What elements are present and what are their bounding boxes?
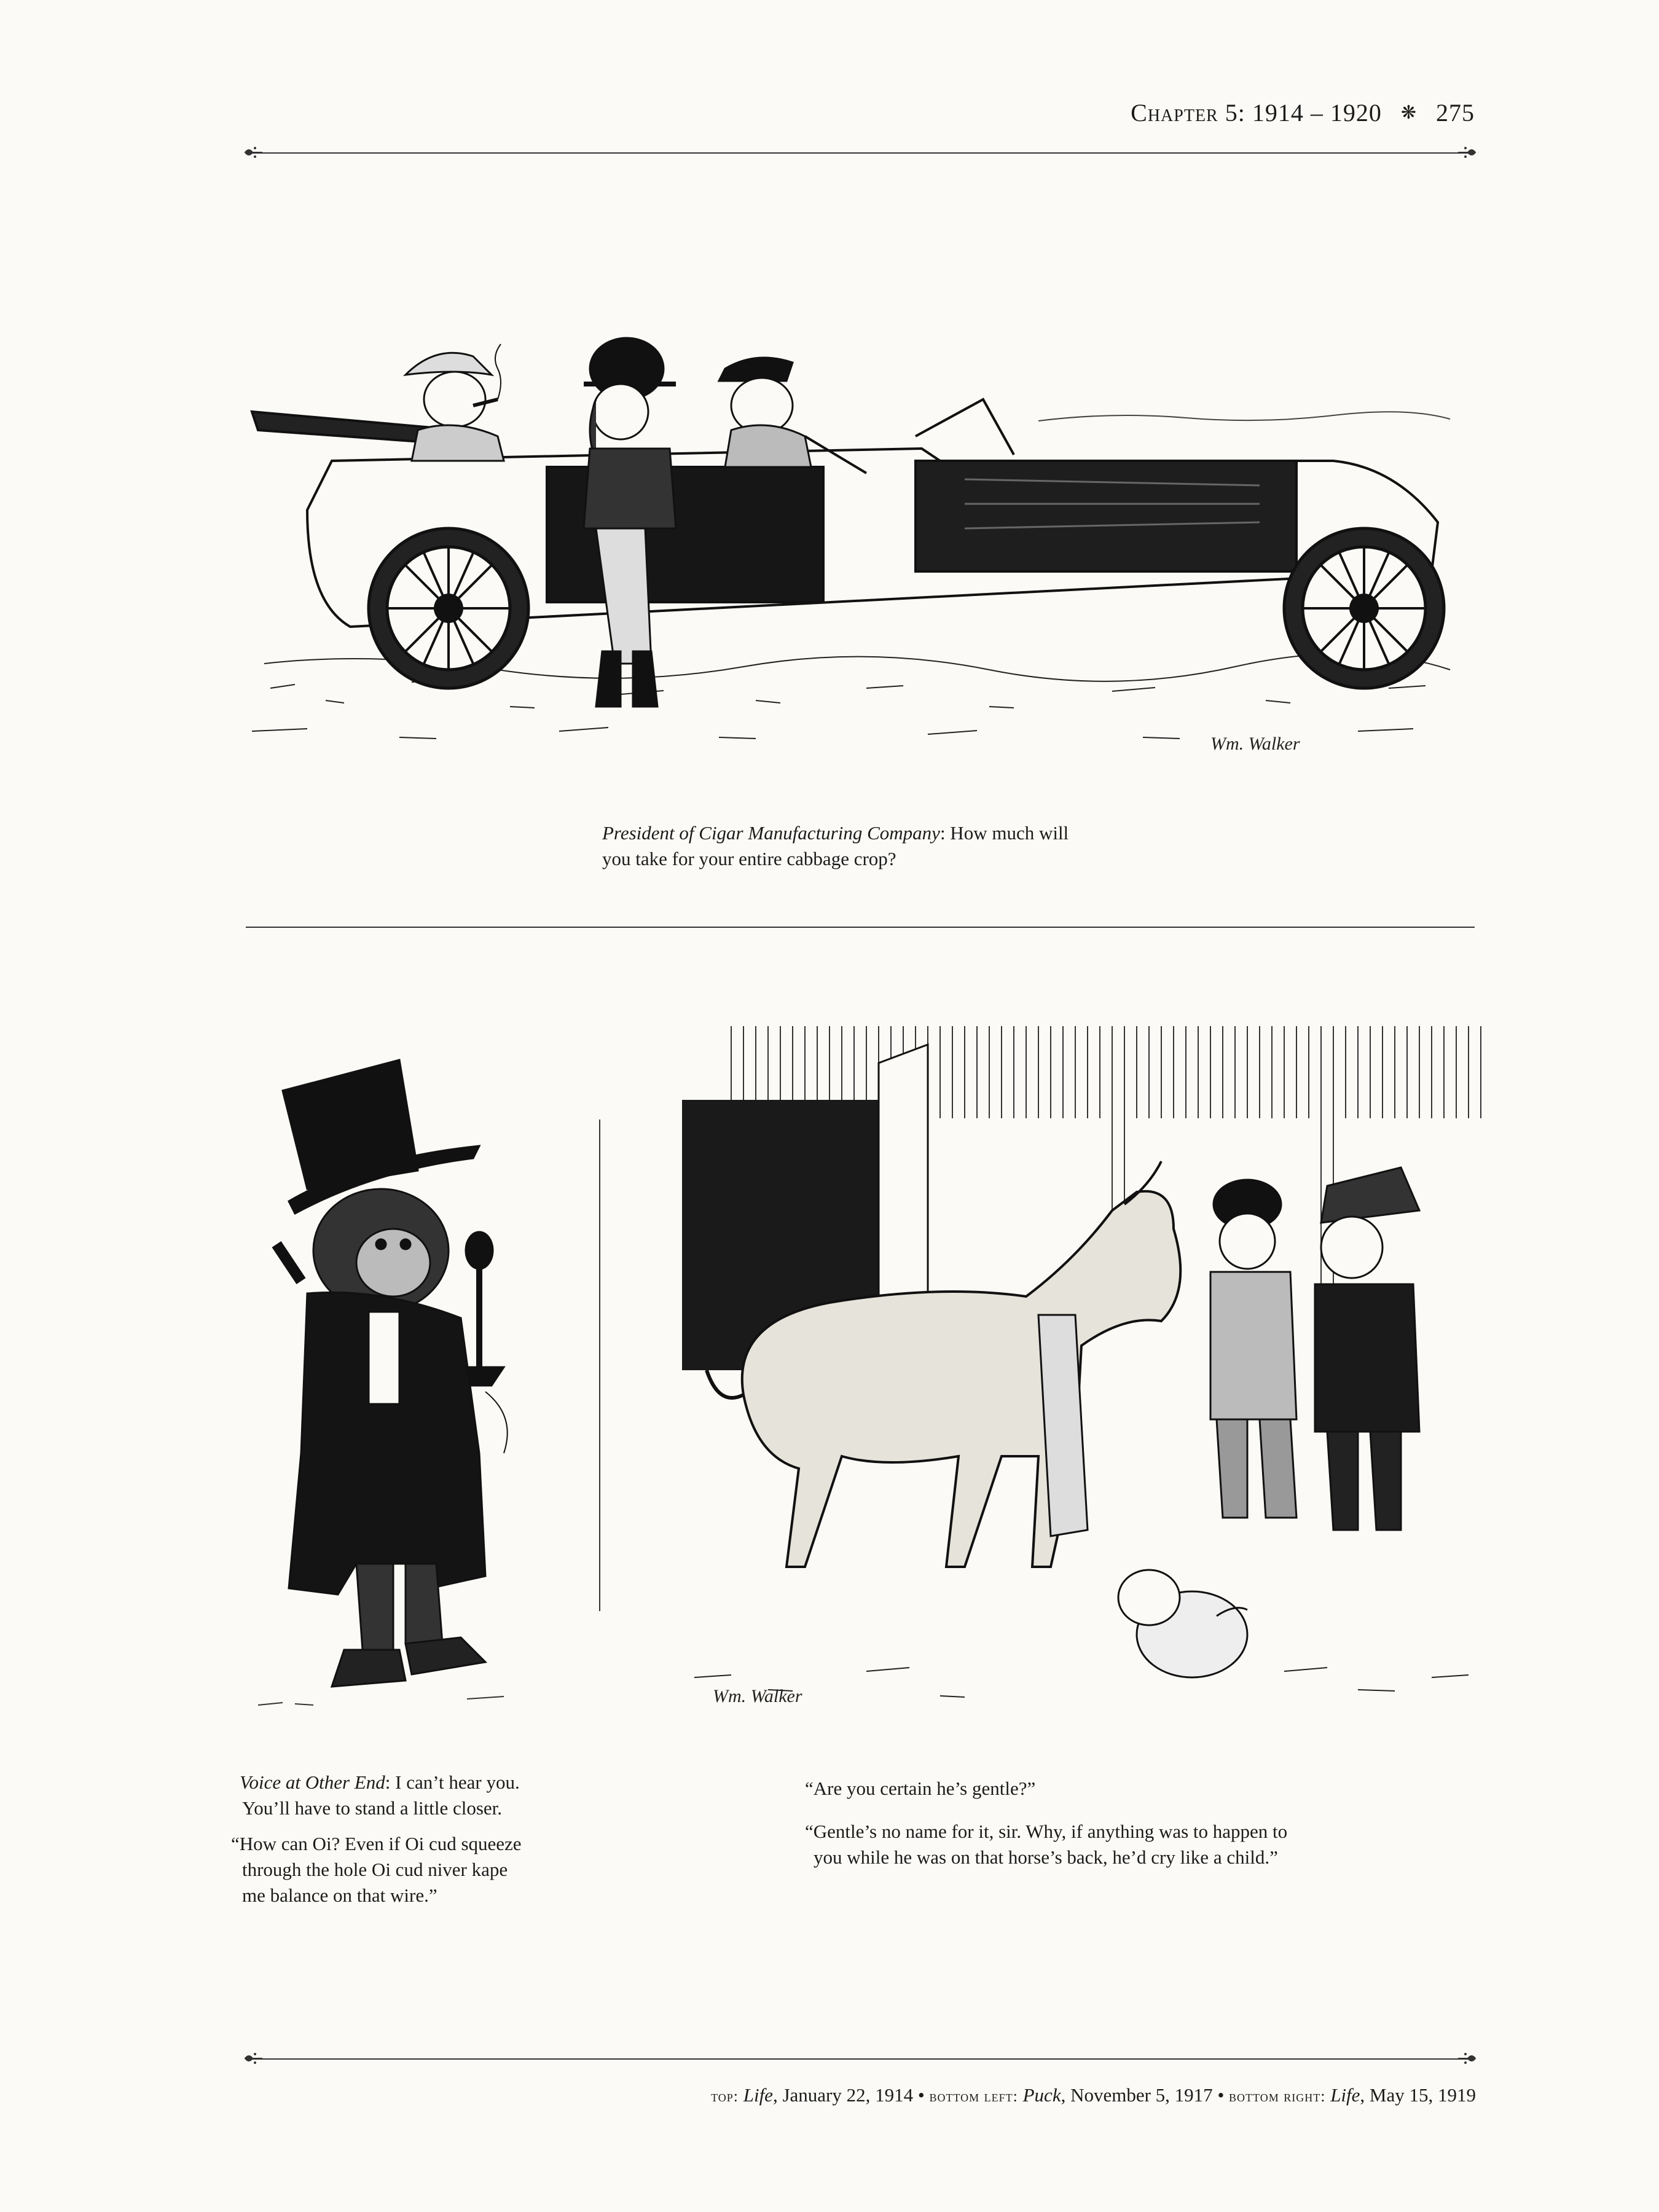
credit-bottom-right-label: bottom right: bbox=[1229, 2087, 1326, 2105]
bottom-left-reply-line1: “How can Oi? Even if Oi cud squeeze bbox=[231, 1833, 522, 1854]
flower-ornament-icon: ❋ bbox=[1400, 103, 1417, 123]
credit-separator: • bbox=[1212, 2084, 1230, 2106]
credit-bottom-left-label: bottom left: bbox=[929, 2087, 1018, 2105]
credit-top-publication: Life bbox=[743, 2084, 773, 2106]
chapter-label: Chapter 5: 1914 – 1920 bbox=[1131, 99, 1382, 127]
footer-rule bbox=[252, 2058, 1475, 2060]
bottom-left-caption-line1: : I can’t hear you. bbox=[385, 1771, 520, 1793]
bottom-right-reply-line1: “Gentle’s no name for it, sir. Why, if anything was to happen to bbox=[805, 1821, 1288, 1842]
vertical-divider-rule bbox=[599, 1120, 600, 1611]
top-caption-line1: : How much will bbox=[939, 822, 1069, 844]
top-caption-line2: you take for your entire cabbage crop? bbox=[602, 848, 896, 869]
section-divider-rule bbox=[246, 927, 1475, 928]
top-caption bbox=[602, 820, 1155, 872]
source-credits bbox=[711, 2084, 1476, 2106]
top-cartoon-signature: Wm. Walker bbox=[1210, 734, 1300, 754]
bottom-left-caption-speaker: Voice at Other End bbox=[240, 1771, 385, 1793]
bottom-right-caption-line1: “Are you certain he’s gentle?” bbox=[805, 1778, 1036, 1799]
top-caption-speaker: President of Cigar Manufacturing Company bbox=[602, 822, 940, 844]
rule-end-ornament-icon bbox=[1453, 2051, 1478, 2067]
bottom-right-cartoon-signature: Wm. Walker bbox=[713, 1686, 802, 1706]
bottom-left-caption bbox=[231, 1770, 621, 1908]
bottom-right-cartoon-illustration bbox=[682, 1026, 1493, 1745]
top-cartoon-illustration bbox=[252, 307, 1456, 774]
bottom-right-reply-line2: you while he was on that horse’s back, he’d cry like a child.” bbox=[814, 1846, 1278, 1868]
credit-separator: • bbox=[913, 2084, 930, 2106]
credit-bottom-right-date: , May 15, 1919 bbox=[1360, 2084, 1476, 2106]
credit-bottom-left-publication: Puck bbox=[1022, 2084, 1061, 2106]
page-number: 275 bbox=[1436, 99, 1475, 127]
credit-top-label: top: bbox=[711, 2087, 739, 2105]
credit-top-date: , January 22, 1914 bbox=[772, 2084, 914, 2106]
bottom-right-caption bbox=[805, 1776, 1481, 1870]
bottom-left-reply-line3: me balance on that wire.” bbox=[242, 1885, 437, 1906]
rule-end-ornament-icon bbox=[1453, 145, 1478, 161]
credit-bottom-right-publication: Life bbox=[1330, 2084, 1360, 2106]
bottom-left-cartoon-illustration bbox=[221, 1023, 565, 1730]
credit-bottom-left-date: , November 5, 1917 bbox=[1061, 2084, 1213, 2106]
bottom-left-reply-line2: through the hole Oi cud niver kape bbox=[242, 1859, 508, 1880]
rule-end-ornament-icon bbox=[243, 145, 267, 161]
header-rule bbox=[252, 152, 1475, 154]
running-header bbox=[1131, 98, 1475, 127]
bottom-left-caption-line2: You’ll have to stand a little closer. bbox=[242, 1797, 503, 1819]
rule-end-ornament-icon bbox=[243, 2051, 267, 2067]
